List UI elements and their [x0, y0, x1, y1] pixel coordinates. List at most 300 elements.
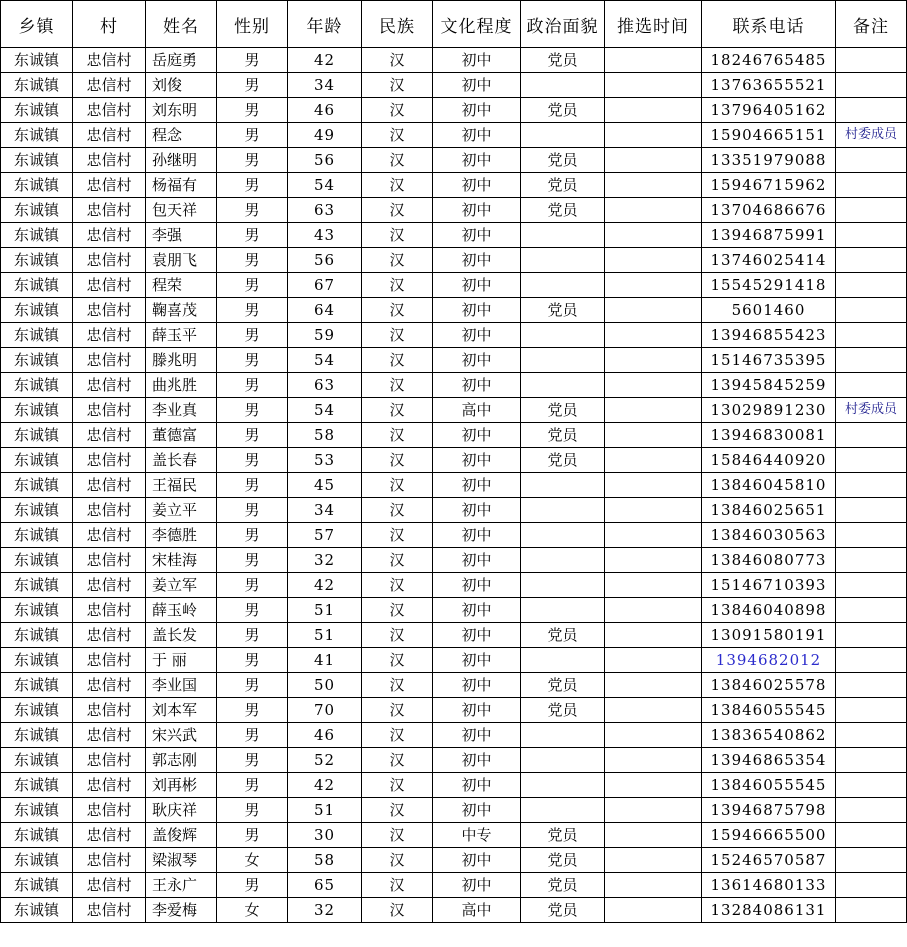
cell-political: 党员 — [521, 298, 605, 323]
cell-note — [836, 723, 907, 748]
cell-political: 党员 — [521, 898, 605, 923]
table-row — [1, 898, 907, 923]
cell-ethnicity: 汉 — [362, 873, 433, 898]
cell-phone: 15545291418 — [702, 273, 836, 298]
cell-ethnicity: 汉 — [362, 598, 433, 623]
cell-gender: 男 — [217, 498, 288, 523]
cell-phone: 15946665500 — [702, 823, 836, 848]
cell-village: 忠信村 — [73, 448, 146, 473]
cell-ethnicity: 汉 — [362, 373, 433, 398]
cell-age: 64 — [288, 298, 362, 323]
table-row — [1, 73, 907, 98]
cell-political: 党员 — [521, 873, 605, 898]
cell-name: 杨福有 — [146, 173, 217, 198]
cell-political — [521, 123, 605, 148]
cell-name: 鞠喜茂 — [146, 298, 217, 323]
cell-village: 忠信村 — [73, 773, 146, 798]
cell-ethnicity: 汉 — [362, 323, 433, 348]
cell-village: 忠信村 — [73, 473, 146, 498]
cell-phone: 15846440920 — [702, 448, 836, 473]
cell-education: 初中 — [433, 573, 521, 598]
cell-political — [521, 573, 605, 598]
cell-town: 东诚镇 — [1, 798, 73, 823]
header-row — [1, 1, 907, 48]
cell-gender: 男 — [217, 273, 288, 298]
cell-age: 65 — [288, 873, 362, 898]
cell-village: 忠信村 — [73, 348, 146, 373]
cell-phone: 13946865354 — [702, 748, 836, 773]
cell-age: 67 — [288, 273, 362, 298]
cell-time — [605, 523, 702, 548]
cell-ethnicity: 汉 — [362, 248, 433, 273]
cell-phone: 15146735395 — [702, 348, 836, 373]
cell-village: 忠信村 — [73, 673, 146, 698]
table-row — [1, 623, 907, 648]
table-body — [1, 48, 907, 923]
cell-name: 王永广 — [146, 873, 217, 898]
cell-phone: 13796405162 — [702, 98, 836, 123]
cell-time — [605, 548, 702, 573]
cell-political: 党员 — [521, 448, 605, 473]
cell-time — [605, 823, 702, 848]
cell-village: 忠信村 — [73, 73, 146, 98]
cell-note — [836, 48, 907, 73]
cell-age: 63 — [288, 373, 362, 398]
cell-village: 忠信村 — [73, 123, 146, 148]
cell-gender: 男 — [217, 73, 288, 98]
cell-note — [836, 73, 907, 98]
cell-phone: 5601460 — [702, 298, 836, 323]
cell-political — [521, 498, 605, 523]
cell-gender: 男 — [217, 123, 288, 148]
cell-time — [605, 598, 702, 623]
cell-town: 东诚镇 — [1, 173, 73, 198]
cell-village: 忠信村 — [73, 423, 146, 448]
cell-time — [605, 373, 702, 398]
cell-gender: 男 — [217, 673, 288, 698]
cell-town: 东诚镇 — [1, 873, 73, 898]
table-row — [1, 123, 907, 148]
cell-education: 初中 — [433, 448, 521, 473]
cell-gender: 男 — [217, 148, 288, 173]
cell-time — [605, 423, 702, 448]
cell-town: 东诚镇 — [1, 898, 73, 923]
cell-gender: 男 — [217, 198, 288, 223]
cell-gender: 男 — [217, 648, 288, 673]
cell-phone: 13946855423 — [702, 323, 836, 348]
cell-village: 忠信村 — [73, 823, 146, 848]
table-row — [1, 248, 907, 273]
cell-education: 初中 — [433, 648, 521, 673]
cell-town: 东诚镇 — [1, 323, 73, 348]
cell-time — [605, 723, 702, 748]
cell-age: 56 — [288, 148, 362, 173]
cell-village: 忠信村 — [73, 48, 146, 73]
cell-age: 53 — [288, 448, 362, 473]
cell-age: 52 — [288, 748, 362, 773]
col-header-phone: 联系电话 — [702, 1, 836, 48]
cell-phone: 13614680133 — [702, 873, 836, 898]
cell-age: 49 — [288, 123, 362, 148]
cell-town: 东诚镇 — [1, 848, 73, 873]
col-header-time: 推选时间 — [605, 1, 702, 48]
cell-village: 忠信村 — [73, 723, 146, 748]
cell-time — [605, 773, 702, 798]
cell-political: 党员 — [521, 98, 605, 123]
cell-time — [605, 123, 702, 148]
cell-age: 41 — [288, 648, 362, 673]
cell-gender: 女 — [217, 848, 288, 873]
cell-age: 51 — [288, 623, 362, 648]
cell-age: 34 — [288, 498, 362, 523]
col-header-note: 备注 — [836, 1, 907, 48]
cell-gender: 男 — [217, 298, 288, 323]
cell-note — [836, 98, 907, 123]
cell-time — [605, 98, 702, 123]
cell-age: 46 — [288, 98, 362, 123]
cell-age: 51 — [288, 798, 362, 823]
cell-phone: 13284086131 — [702, 898, 836, 923]
col-header-name: 姓名 — [146, 1, 217, 48]
cell-town: 东诚镇 — [1, 698, 73, 723]
cell-phone: 13846055545 — [702, 698, 836, 723]
cell-ethnicity: 汉 — [362, 173, 433, 198]
table-row — [1, 723, 907, 748]
cell-age: 54 — [288, 173, 362, 198]
cell-political — [521, 473, 605, 498]
cell-education: 初中 — [433, 198, 521, 223]
table-row — [1, 223, 907, 248]
cell-gender: 男 — [217, 823, 288, 848]
cell-name: 曲兆胜 — [146, 373, 217, 398]
table-row — [1, 823, 907, 848]
cell-name: 梁淑琴 — [146, 848, 217, 873]
cell-ethnicity: 汉 — [362, 898, 433, 923]
cell-gender: 男 — [217, 323, 288, 348]
table-row — [1, 373, 907, 398]
cell-ethnicity: 汉 — [362, 698, 433, 723]
cell-village: 忠信村 — [73, 798, 146, 823]
cell-phone: 13029891230 — [702, 398, 836, 423]
cell-political: 党员 — [521, 173, 605, 198]
cell-note — [836, 748, 907, 773]
cell-education: 初中 — [433, 373, 521, 398]
cell-age: 32 — [288, 548, 362, 573]
cell-name: 刘俊 — [146, 73, 217, 98]
table-row — [1, 173, 907, 198]
cell-note — [836, 573, 907, 598]
cell-ethnicity: 汉 — [362, 748, 433, 773]
cell-education: 初中 — [433, 248, 521, 273]
cell-gender: 男 — [217, 448, 288, 473]
cell-town: 东诚镇 — [1, 823, 73, 848]
cell-note — [836, 798, 907, 823]
cell-time — [605, 898, 702, 923]
cell-gender: 男 — [217, 748, 288, 773]
cell-gender: 男 — [217, 598, 288, 623]
cell-age: 34 — [288, 73, 362, 98]
cell-village: 忠信村 — [73, 223, 146, 248]
cell-ethnicity: 汉 — [362, 623, 433, 648]
cell-name: 盖长春 — [146, 448, 217, 473]
cell-village: 忠信村 — [73, 873, 146, 898]
cell-note — [836, 448, 907, 473]
cell-gender: 男 — [217, 548, 288, 573]
cell-education: 初中 — [433, 723, 521, 748]
cell-phone: 13846025578 — [702, 673, 836, 698]
cell-note — [836, 273, 907, 298]
cell-education: 初中 — [433, 273, 521, 298]
table-row — [1, 473, 907, 498]
cell-time — [605, 448, 702, 473]
cell-village: 忠信村 — [73, 623, 146, 648]
cell-education: 初中 — [433, 673, 521, 698]
cell-village: 忠信村 — [73, 148, 146, 173]
cell-education: 初中 — [433, 98, 521, 123]
cell-education: 初中 — [433, 323, 521, 348]
cell-time — [605, 648, 702, 673]
cell-village: 忠信村 — [73, 173, 146, 198]
cell-name: 刘东明 — [146, 98, 217, 123]
cell-note — [836, 223, 907, 248]
cell-ethnicity: 汉 — [362, 448, 433, 473]
cell-village: 忠信村 — [73, 248, 146, 273]
cell-ethnicity: 汉 — [362, 423, 433, 448]
cell-phone: 13846045810 — [702, 473, 836, 498]
cell-time — [605, 848, 702, 873]
cell-time — [605, 323, 702, 348]
cell-town: 东诚镇 — [1, 673, 73, 698]
cell-ethnicity: 汉 — [362, 298, 433, 323]
cell-political: 党员 — [521, 823, 605, 848]
cell-education: 初中 — [433, 298, 521, 323]
cell-political: 党员 — [521, 48, 605, 73]
cell-town: 东诚镇 — [1, 348, 73, 373]
table-row — [1, 548, 907, 573]
cell-gender: 男 — [217, 873, 288, 898]
cell-ethnicity: 汉 — [362, 148, 433, 173]
cell-education: 初中 — [433, 473, 521, 498]
cell-note — [836, 248, 907, 273]
cell-ethnicity: 汉 — [362, 848, 433, 873]
table-row — [1, 523, 907, 548]
cell-town: 东诚镇 — [1, 573, 73, 598]
cell-gender: 男 — [217, 98, 288, 123]
cell-name: 王福民 — [146, 473, 217, 498]
table-row — [1, 598, 907, 623]
cell-town: 东诚镇 — [1, 723, 73, 748]
cell-note — [836, 298, 907, 323]
cell-time — [605, 348, 702, 373]
cell-gender: 男 — [217, 573, 288, 598]
cell-village: 忠信村 — [73, 648, 146, 673]
cell-political — [521, 373, 605, 398]
cell-political: 党员 — [521, 423, 605, 448]
table-row — [1, 648, 907, 673]
cell-name: 薛玉平 — [146, 323, 217, 348]
table-row — [1, 198, 907, 223]
cell-town: 东诚镇 — [1, 473, 73, 498]
cell-time — [605, 173, 702, 198]
cell-note — [836, 773, 907, 798]
cell-name: 包天祥 — [146, 198, 217, 223]
cell-name: 宋兴武 — [146, 723, 217, 748]
cell-note — [836, 498, 907, 523]
cell-political: 党员 — [521, 698, 605, 723]
cell-note — [836, 348, 907, 373]
cell-time — [605, 48, 702, 73]
cell-village: 忠信村 — [73, 523, 146, 548]
cell-time — [605, 498, 702, 523]
cell-ethnicity: 汉 — [362, 48, 433, 73]
cell-education: 初中 — [433, 873, 521, 898]
cell-education: 初中 — [433, 73, 521, 98]
cell-age: 32 — [288, 898, 362, 923]
cell-gender: 男 — [217, 773, 288, 798]
cell-gender: 男 — [217, 798, 288, 823]
cell-political — [521, 223, 605, 248]
cell-name: 董德富 — [146, 423, 217, 448]
cell-education: 初中 — [433, 773, 521, 798]
cell-phone: 13763655521 — [702, 73, 836, 98]
cell-ethnicity: 汉 — [362, 673, 433, 698]
cell-political: 党员 — [521, 848, 605, 873]
cell-time — [605, 298, 702, 323]
cell-name: 薛玉岭 — [146, 598, 217, 623]
cell-education: 初中 — [433, 423, 521, 448]
cell-name: 程念 — [146, 123, 217, 148]
cell-ethnicity: 汉 — [362, 773, 433, 798]
cell-time — [605, 623, 702, 648]
cell-note — [836, 148, 907, 173]
cell-gender: 男 — [217, 373, 288, 398]
cell-ethnicity: 汉 — [362, 273, 433, 298]
cell-gender: 男 — [217, 348, 288, 373]
table-row — [1, 98, 907, 123]
cell-education: 初中 — [433, 123, 521, 148]
cell-gender: 女 — [217, 898, 288, 923]
table-row — [1, 498, 907, 523]
table-row — [1, 873, 907, 898]
cell-town: 东诚镇 — [1, 448, 73, 473]
cell-gender: 男 — [217, 698, 288, 723]
cell-ethnicity: 汉 — [362, 73, 433, 98]
cell-phone: 18246765485 — [702, 48, 836, 73]
cell-note — [836, 873, 907, 898]
cell-town: 东诚镇 — [1, 198, 73, 223]
cell-town: 东诚镇 — [1, 548, 73, 573]
cell-town: 东诚镇 — [1, 498, 73, 523]
cell-town: 东诚镇 — [1, 98, 73, 123]
cell-name: 滕兆明 — [146, 348, 217, 373]
col-header-gender: 性别 — [217, 1, 288, 48]
cell-political — [521, 248, 605, 273]
cell-age: 58 — [288, 423, 362, 448]
col-header-village: 村 — [73, 1, 146, 48]
cell-town: 东诚镇 — [1, 123, 73, 148]
cell-political — [521, 348, 605, 373]
table-row — [1, 798, 907, 823]
cell-political: 党员 — [521, 673, 605, 698]
cell-education: 初中 — [433, 623, 521, 648]
cell-political — [521, 323, 605, 348]
table-row — [1, 573, 907, 598]
cell-age: 50 — [288, 673, 362, 698]
cell-town: 东诚镇 — [1, 748, 73, 773]
cell-time — [605, 248, 702, 273]
cell-ethnicity: 汉 — [362, 573, 433, 598]
cell-note — [836, 698, 907, 723]
cell-phone: 13836540862 — [702, 723, 836, 748]
cell-gender: 男 — [217, 423, 288, 448]
cell-phone: 13946875798 — [702, 798, 836, 823]
cell-ethnicity: 汉 — [362, 523, 433, 548]
cell-village: 忠信村 — [73, 323, 146, 348]
table-row — [1, 748, 907, 773]
cell-note — [836, 623, 907, 648]
cell-education: 高中 — [433, 398, 521, 423]
cell-name: 宋桂海 — [146, 548, 217, 573]
cell-phone: 13351979088 — [702, 148, 836, 173]
cell-name: 岳庭勇 — [146, 48, 217, 73]
cell-note — [836, 423, 907, 448]
cell-ethnicity: 汉 — [362, 498, 433, 523]
cell-town: 东诚镇 — [1, 648, 73, 673]
cell-ethnicity: 汉 — [362, 473, 433, 498]
cell-note — [836, 848, 907, 873]
cell-ethnicity: 汉 — [362, 348, 433, 373]
cell-age: 43 — [288, 223, 362, 248]
cell-political — [521, 73, 605, 98]
cell-village: 忠信村 — [73, 398, 146, 423]
cell-time — [605, 473, 702, 498]
cell-phone: 15246570587 — [702, 848, 836, 873]
cell-ethnicity: 汉 — [362, 798, 433, 823]
cell-ethnicity: 汉 — [362, 98, 433, 123]
cell-gender: 男 — [217, 523, 288, 548]
cell-gender: 男 — [217, 248, 288, 273]
table-row — [1, 423, 907, 448]
cell-name: 李强 — [146, 223, 217, 248]
cell-note — [836, 823, 907, 848]
cell-education: 初中 — [433, 548, 521, 573]
cell-education: 初中 — [433, 798, 521, 823]
cell-phone: 13846025651 — [702, 498, 836, 523]
cell-education: 初中 — [433, 348, 521, 373]
cell-political — [521, 648, 605, 673]
cell-note — [836, 648, 907, 673]
cell-education: 初中 — [433, 748, 521, 773]
cell-age: 54 — [288, 348, 362, 373]
cell-gender: 男 — [217, 223, 288, 248]
cell-village: 忠信村 — [73, 848, 146, 873]
cell-gender: 男 — [217, 723, 288, 748]
table-row — [1, 673, 907, 698]
cell-note — [836, 198, 907, 223]
cell-phone: 13704686676 — [702, 198, 836, 223]
cell-town: 东诚镇 — [1, 248, 73, 273]
cell-town: 东诚镇 — [1, 298, 73, 323]
cell-name: 袁朋飞 — [146, 248, 217, 273]
cell-note — [836, 173, 907, 198]
cell-village: 忠信村 — [73, 373, 146, 398]
cell-ethnicity: 汉 — [362, 223, 433, 248]
cell-gender: 男 — [217, 173, 288, 198]
cell-name: 李德胜 — [146, 523, 217, 548]
cell-time — [605, 148, 702, 173]
table-row — [1, 773, 907, 798]
cell-name: 耿庆祥 — [146, 798, 217, 823]
